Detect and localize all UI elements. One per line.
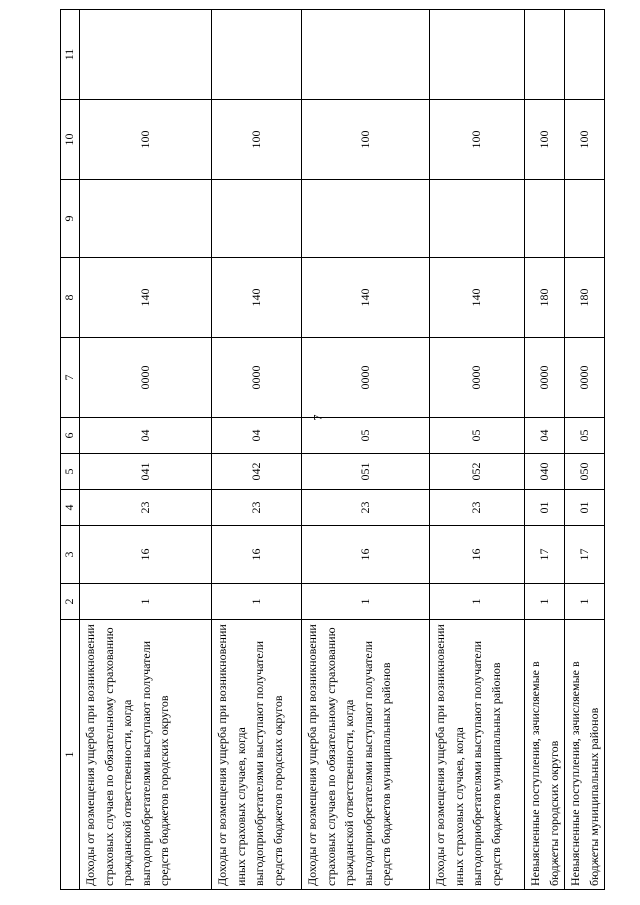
description-cell: Невыясненные поступления, зачисляемые в бюджеты муниципальных районов: [565, 620, 605, 890]
table-cell: 051: [302, 454, 430, 490]
table-cell: 17: [525, 526, 565, 584]
revenue-table: [60, 9, 605, 890]
table-cell: 100: [565, 100, 605, 180]
table-cell: 140: [80, 258, 212, 338]
table-cell: 16: [302, 526, 430, 584]
header-cell: 5: [61, 454, 80, 490]
table-cell: 100: [212, 100, 302, 180]
table-cell: 050: [565, 454, 605, 490]
table-cell: [80, 180, 212, 258]
table-cell: 0000: [565, 338, 605, 418]
header-cell: 9: [61, 180, 80, 258]
table-cell: 140: [430, 258, 525, 338]
table-cell: 1: [565, 584, 605, 620]
table-cell: [212, 10, 302, 100]
table-cell: 140: [302, 258, 430, 338]
header-cell: 6: [61, 418, 80, 454]
table-cell: 16: [212, 526, 302, 584]
table-cell: [212, 180, 302, 258]
table-cell: [302, 180, 430, 258]
table-cell: 01: [565, 490, 605, 526]
table-cell: [565, 180, 605, 258]
table-cell: [302, 10, 430, 100]
table-cell: 1: [525, 584, 565, 620]
table-cell: [430, 180, 525, 258]
header-cell: 2: [61, 584, 80, 620]
table-cell: 1: [212, 584, 302, 620]
table-cell: [80, 10, 212, 100]
table-cell: 23: [302, 490, 430, 526]
description-cell: Доходы от возмещения ущерба при возникновении иных страховых случаев, когда выгодоприобретателями выступают получатели средств бюджетов муниципальных районов: [430, 620, 525, 890]
table-cell: 05: [302, 418, 430, 454]
table-row: [525, 10, 565, 890]
table-cell: 16: [80, 526, 212, 584]
table-row: [430, 10, 525, 890]
table-cell: 1: [302, 584, 430, 620]
description-cell: Доходы от возмещения ущерба при возникновении страховых случаев по обязательному страхованию гражданской ответственности, когда выгодоприобретателями выступают получатели средств бюджетов муниципальных районов: [302, 620, 430, 890]
description-cell: Доходы от возмещения ущерба при возникновении страховых случаев по обязательному страхованию гражданской ответственности, когда выгодоприобретателями выступают получатели средств бюджетов городских округов: [80, 620, 212, 890]
table-cell: [565, 10, 605, 100]
document-table-frame: [60, 10, 601, 890]
table-cell: 042: [212, 454, 302, 490]
table-cell: 01: [525, 490, 565, 526]
table-cell: 23: [80, 490, 212, 526]
table-cell: 04: [80, 418, 212, 454]
description-cell: Невыясненные поступления, зачисляемые в бюджеты городских округов: [525, 620, 565, 890]
table-cell: 180: [565, 258, 605, 338]
table-cell: 1: [80, 584, 212, 620]
header-cell: 8: [61, 258, 80, 338]
table-cell: 100: [525, 100, 565, 180]
table-cell: 17: [565, 526, 605, 584]
table-cell: 041: [80, 454, 212, 490]
table-row: [80, 10, 212, 890]
table-cell: 05: [565, 418, 605, 454]
table-cell: 100: [430, 100, 525, 180]
table-row: [212, 10, 302, 890]
table-row: [565, 10, 605, 890]
table-cell: [525, 180, 565, 258]
table-cell: 0000: [430, 338, 525, 418]
table-cell: 04: [212, 418, 302, 454]
header-cell: 1: [61, 620, 80, 890]
page-number: 7: [310, 414, 325, 421]
table-cell: 1: [430, 584, 525, 620]
table-cell: 180: [525, 258, 565, 338]
table-cell: 0000: [80, 338, 212, 418]
table-cell: 23: [430, 490, 525, 526]
table-cell: 05: [430, 418, 525, 454]
header-cell: 3: [61, 526, 80, 584]
table-cell: 0000: [302, 338, 430, 418]
table-cell: [430, 10, 525, 100]
header-cell: 11: [61, 10, 80, 100]
header-cell: 4: [61, 490, 80, 526]
description-cell: Доходы от возмещения ущерба при возникновении иных страховых случаев, когда выгодоприобретателями выступают получатели средств бюджетов городских округов: [212, 620, 302, 890]
header-cell: 10: [61, 100, 80, 180]
header-row: [61, 10, 80, 890]
table-cell: 100: [80, 100, 212, 180]
table-cell: 16: [430, 526, 525, 584]
table-cell: 04: [525, 418, 565, 454]
table-cell: 100: [302, 100, 430, 180]
table-cell: 052: [430, 454, 525, 490]
header-cell: 7: [61, 338, 80, 418]
table-cell: 0000: [212, 338, 302, 418]
table-cell: 140: [212, 258, 302, 338]
table-cell: 0000: [525, 338, 565, 418]
table-cell: 23: [212, 490, 302, 526]
table-row: [302, 10, 430, 890]
table-rotator: [60, 10, 601, 890]
table-cell: [525, 10, 565, 100]
table-cell: 040: [525, 454, 565, 490]
